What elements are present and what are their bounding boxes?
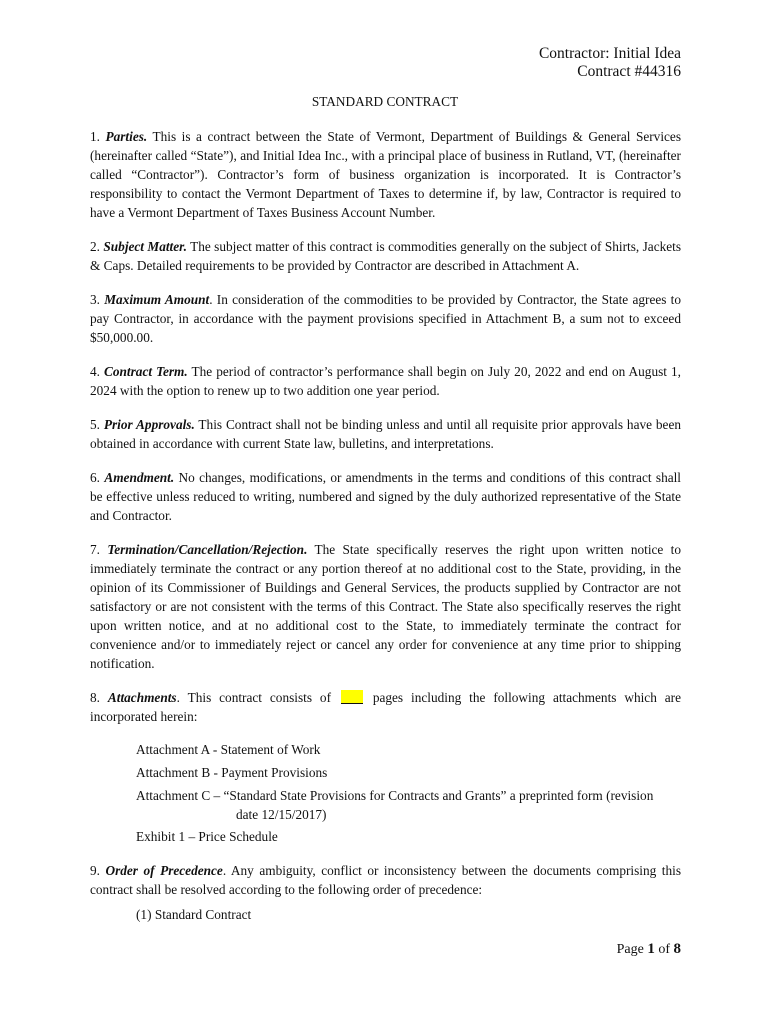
page-footer bbox=[617, 941, 681, 958]
section-text: No changes, modifications, or amendments in the terms and conditions of this contract shall be effective unless reduced to writing, numbered and signed by the duly authorized representative of the State and Contractor. bbox=[90, 470, 682, 523]
section-text: The subject matter of this contract is commodities generally on the subject of Shirts, Jackets & Caps. Detailed requirements to be provided by Contractor are described in Attachment A. bbox=[90, 239, 682, 273]
section-order-of-precedence bbox=[90, 861, 681, 899]
section-label: Contract Term. bbox=[104, 364, 188, 379]
document-header bbox=[539, 45, 681, 81]
section-number: 7. bbox=[90, 542, 108, 557]
section-amendment bbox=[90, 468, 681, 525]
section-text: pages including the following attachments which are incorporated herein: bbox=[90, 690, 681, 724]
section-number: 6. bbox=[90, 470, 105, 485]
section-termination bbox=[90, 540, 681, 673]
page-count-blank-field[interactable] bbox=[341, 690, 363, 704]
attachment-c-text: Attachment C – “Standard State Provisions for Contracts and Grants” a preprinted form (revision bbox=[136, 788, 654, 803]
section-text: This is a contract between the State of Vermont, Department of Buildings & General Services (hereinafter called “State”), and Initial Idea Inc., with a principal place of business in Rutland, VT, (hereinafter called “Contractor”). Contractor’s form of business organization is incorporated. It is Contractor’s responsibility to contact the Vermont Department of Taxes to determine if, by law, Contractor is required to have a Vermont Department of Taxes Business Account Number. bbox=[90, 129, 681, 220]
document-title: STANDARD CONTRACT bbox=[311, 94, 459, 109]
section-text: . This contract consists of bbox=[176, 690, 331, 705]
section-label: Attachments bbox=[107, 690, 177, 705]
section-number: 2. bbox=[90, 239, 104, 254]
section-label: Parties. bbox=[105, 129, 148, 144]
section-label: Amendment. bbox=[104, 470, 175, 485]
contract-number: Contract #44316 bbox=[577, 63, 681, 80]
section-text: This Contract shall not be binding unless and until all requisite prior approvals have been obtained in accordance with current State law, bulletins, and interpretations. bbox=[90, 417, 682, 451]
current-page-number: 1 bbox=[647, 941, 655, 957]
attachment-b: Attachment B - Payment Provisions bbox=[136, 765, 328, 780]
section-maximum-amount bbox=[90, 290, 681, 347]
page-of-label: of bbox=[654, 942, 674, 957]
section-number: 5. bbox=[90, 417, 104, 432]
section-number: 8. bbox=[90, 690, 108, 705]
section-label: Termination/Cancellation/Rejection. bbox=[107, 542, 308, 557]
section-number: 9. bbox=[90, 863, 106, 878]
section-parties bbox=[90, 127, 681, 222]
section-label: Prior Approvals. bbox=[103, 417, 195, 432]
section-text: The State specifically reserves the right upon written notice to immediately terminate the contract or any portion thereof at no additional cost to the State, providing, in the opinion of its Commissioner of Buildings and General Services, the products supplied by Contractor are not satisfactory or are not consistent with the terms of this Contract. The State also specifically reserves the right upon written notice, and at no additional cost to the State, to immediately terminate the contract for convenience and/or to immediately reject or cancel any order for convenience at any time prior to shipping notification. bbox=[90, 542, 682, 671]
precedence-item: (1) Standard Contract bbox=[136, 907, 252, 922]
exhibit-1: Exhibit 1 – Price Schedule bbox=[136, 829, 278, 844]
attachment-a: Attachment A - Statement of Work bbox=[136, 742, 321, 757]
section-text: The period of contractor’s performance shall begin on July 20, 2022 and end on August 1, 2024 with the option to renew up to two addition one year period. bbox=[90, 364, 681, 398]
section-number: 1. bbox=[90, 129, 106, 144]
section-number: 3. bbox=[90, 292, 105, 307]
section-text: . Any ambiguity, conflict or inconsistency between the documents comprising this contract shall be resolved according to the following order of precedence: bbox=[90, 863, 681, 897]
section-number: 4. bbox=[90, 364, 105, 379]
contractor-line: Contractor: Initial Idea bbox=[538, 45, 681, 62]
section-label: Subject Matter. bbox=[103, 239, 187, 254]
section-subject-matter bbox=[90, 237, 681, 275]
attachment-c-revision-date: date 12/15/2017) bbox=[236, 807, 327, 822]
section-label: Order of Precedence bbox=[105, 863, 223, 878]
section-label: Maximum Amount bbox=[104, 292, 210, 307]
section-contract-term bbox=[90, 362, 681, 400]
attachment-c bbox=[136, 786, 681, 824]
total-pages: 8 bbox=[673, 941, 681, 957]
section-prior-approvals bbox=[90, 415, 681, 453]
page-label: Page bbox=[616, 942, 648, 957]
section-text: . In consideration of the commodities to be provided by Contractor, the State agrees to pay Contractor, in accordance with the payment provisions specified in Attachment B, a sum not to exceed $50,000.00. bbox=[90, 292, 682, 345]
section-attachments bbox=[90, 688, 681, 726]
